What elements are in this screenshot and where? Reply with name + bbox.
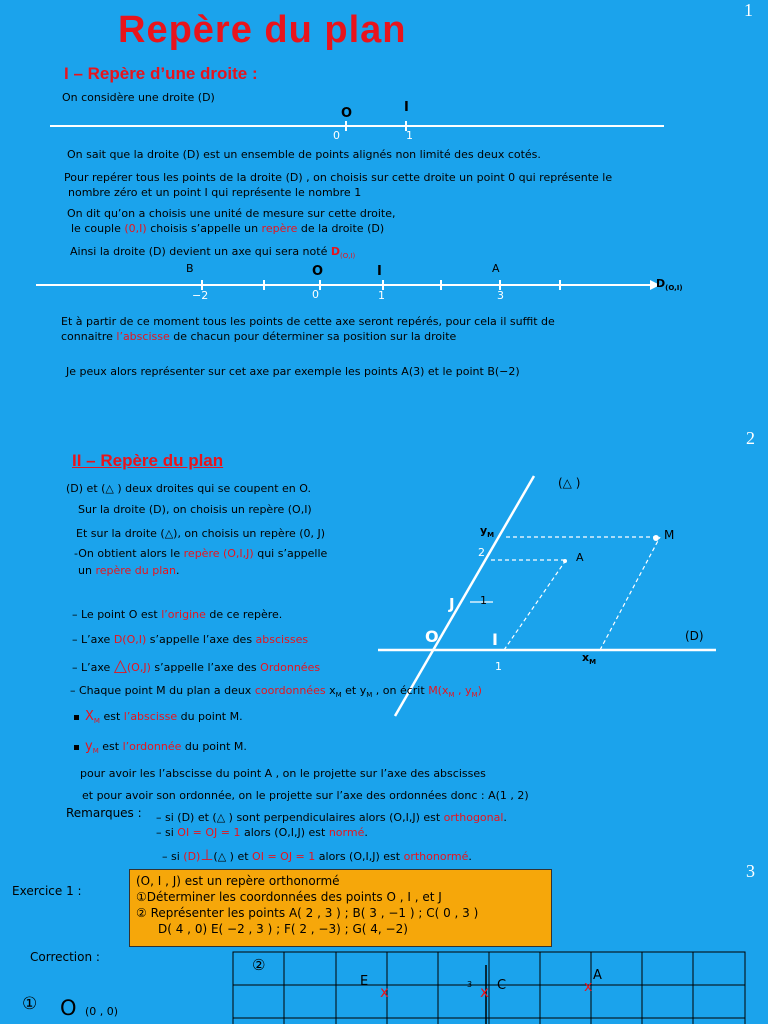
axis-tick-minus2: −2	[192, 289, 209, 302]
point-o-label: O	[341, 106, 353, 121]
fig-j-tick-label: 1	[480, 594, 487, 607]
paragraph-5b: connaitre l’abscisse de chacun pour déterminer sa position sur la droite	[61, 330, 457, 343]
grid-label-a: A	[593, 968, 602, 983]
bullet-icon	[74, 715, 79, 720]
paragraph-3a: On dit qu’on a choisis une unité de mesure sur cette droite,	[67, 207, 396, 220]
bullet-icon	[74, 745, 79, 750]
s2-line-7: – L’axe D(O,I) s’appelle l’axe des abscisses	[72, 633, 309, 646]
section-1-heading: I – Repère d’une droite :	[64, 64, 258, 83]
paragraph-1: On sait que la droite (D) est un ensemble de points alignés non limité des deux cotés.	[67, 148, 541, 161]
s2-line-4: -On obtient alors le repère (O,I,J) qui s’appelle	[74, 547, 328, 560]
s2-line-3: Et sur la droite (△), on choisis un repère (0, J)	[76, 527, 326, 540]
fig-two-label: 2	[478, 546, 485, 559]
grid-circled-2: ②	[252, 956, 266, 974]
axis-label-i: I	[377, 264, 382, 279]
axis-label-b: B	[186, 262, 194, 275]
s2-line-8: – L’axe △(O,J) s’appelle l’axe des Ordonnées	[72, 656, 321, 676]
axis-label-a: A	[492, 262, 500, 275]
exercise-line-3: ② Représenter les points A( 2 , 3 ) ; B( 3 , −1 ) ; C( 0 , 3 )	[136, 906, 479, 920]
remark-2: – si OI = OJ = 1 alors (O,I,J) est normé.	[156, 826, 368, 839]
s2-line-6: – Le point O est l’origine de ce repère.	[72, 608, 283, 621]
s2-line-10: $X_M$ est l’abscisse du point M.	[74, 709, 243, 725]
axis-tick-1: 1	[378, 289, 385, 302]
fig-a-label: A	[576, 551, 584, 564]
page-title: Repère du plan	[118, 9, 407, 51]
s2-line-12: pour avoir les l’abscisse du point A , on le projette sur l’axe des abscisses	[80, 767, 486, 780]
paragraph-3b: le couple (0,I) choisis s’appelle un repère de la droite (D)	[71, 222, 385, 235]
axis-tick-0: 0	[312, 288, 319, 301]
correction-o: O	[60, 996, 77, 1020]
grid-label-e: E	[360, 974, 369, 989]
s2-line-9: – Chaque point M du plan a deux coordonnées $x_M$ et $y_M$ , on écrit $M(x_M$ , $y_M$)	[70, 684, 482, 700]
grid-label-c: C	[497, 978, 507, 993]
page-number-1: 1	[744, 0, 753, 20]
correction-o-coord: (0 , 0)	[85, 1005, 119, 1018]
s2-line-1: (D) et (△ ) deux droites qui se coupent en O.	[66, 482, 311, 495]
axis-label-o: O	[312, 264, 324, 279]
page-number-2: 2	[746, 428, 755, 448]
paragraph-2b: nombre zéro et un point I qui représente le nombre 1	[68, 186, 362, 199]
fig-j-label: J	[449, 595, 455, 613]
paragraph-6: Je peux alors représenter sur cet axe par exemple les points A(3) et le point B(−2)	[66, 365, 520, 378]
s2-line-13: et pour avoir son ordonnée, on le projette sur l’axe des ordonnées donc : A(1 , 2)	[82, 789, 529, 802]
exercise-box	[129, 869, 552, 947]
fig-o-label: O	[425, 627, 439, 646]
fig-delta-label: (△ )	[558, 476, 581, 490]
section-2-heading: II – Repère du plan	[72, 451, 224, 470]
correction-num-1: ①	[22, 994, 38, 1014]
axis-tick-3: 3	[497, 289, 504, 302]
exercise-line-2: ①Déterminer les coordonnées des points O , I , et J	[136, 890, 442, 904]
fig-d-label: (D)	[685, 629, 704, 643]
fig-m-label: M	[664, 528, 675, 542]
remark-3: – si (D)⊥(△ ) et OI = OJ = 1 alors (O,I,J) est orthonormé.	[162, 846, 472, 864]
section-1-intro: On considère une droite (D)	[62, 91, 215, 104]
exercise-label: Exercice 1 :	[12, 884, 82, 898]
s2-line-11: $y_M$ est l’ordonnée du point M.	[74, 739, 247, 755]
fig-xm-label: $x_M$	[582, 651, 597, 667]
line-delta	[395, 476, 534, 716]
exercise-line-1: (O, I , J) est un repère orthonormé	[136, 874, 340, 888]
grid-tick-3: 3	[467, 980, 473, 989]
tick-label-1: 1	[406, 129, 413, 142]
paragraph-5a: Et à partir de ce moment tous les points de cette axe seront repérés, pour cela il suffit de	[61, 315, 555, 328]
axis-name: $D_{(O,I)}$	[656, 277, 683, 293]
s2-line-5: un repère du plan.	[78, 564, 180, 577]
fig-ym-label: $y_M$	[480, 524, 495, 540]
point-i-label: I	[404, 100, 409, 115]
exercise-line-4: D( 4 , 0) E( −2 , 3 ) ; F( 2 , −3) ; G( 4, −2)	[158, 922, 408, 936]
fig-i-label: I	[492, 630, 498, 649]
tick-label-0: 0	[333, 129, 340, 142]
grid-mark-c: x	[480, 983, 489, 1001]
page-number-3: 3	[746, 861, 755, 881]
fig-one-label: 1	[495, 660, 502, 673]
grid-mark-e: x	[380, 983, 389, 1001]
correction-label: Correction :	[30, 950, 100, 964]
paragraph-2a: Pour repérer tous les points de la droite (D) , on choisis sur cette droite un point 0 qui représente le	[64, 171, 613, 184]
paragraph-4: Ainsi la droite (D) devient un axe qui sera noté $D_{(O,I)}$	[70, 245, 356, 261]
remarks-title: Remarques :	[66, 806, 142, 820]
remark-1: – si (D) et (△ ) sont perpendiculaires alors (O,I,J) est orthogonal.	[156, 811, 507, 824]
grid-mark-a: x	[584, 979, 593, 995]
s2-line-2: Sur la droite (D), on choisis un repère (O,I)	[78, 503, 312, 516]
